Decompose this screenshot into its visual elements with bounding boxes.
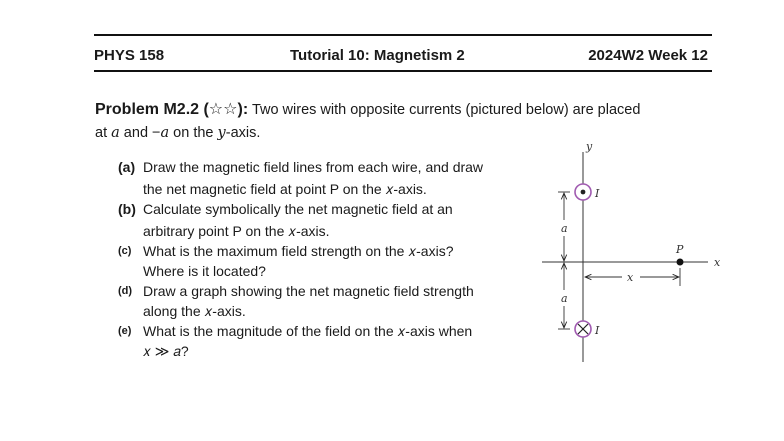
intro-text: at (95, 125, 112, 141)
x-axis-label: x (714, 256, 721, 269)
part-text: Where is it located? (143, 263, 266, 279)
intro-var-a: a (111, 125, 120, 141)
distance-label-bottom: a (561, 292, 568, 305)
part-text: What is the maximum field strength on the 𝑥-axis? (143, 243, 454, 259)
current-label-bottom: I (595, 324, 600, 337)
part-b (118, 199, 528, 241)
part-text: along the 𝑥-axis. (143, 303, 246, 319)
dot-symbol-icon (581, 190, 586, 195)
part-label: (d) (118, 285, 133, 297)
part-text: What is the magnitude of the field on the 𝑥-axis when (143, 323, 473, 339)
intro-text: on the (169, 125, 218, 141)
two-wire-diagram (540, 140, 730, 370)
part-label: (c) (118, 245, 132, 257)
problem-title: Problem M2.2 (☆☆): (95, 101, 249, 118)
problem-parts-list (118, 157, 528, 361)
problem-statement-line-2 (95, 125, 260, 141)
part-text: Calculate symbolically the net magnetic field at an (143, 201, 453, 217)
part-a (118, 157, 528, 199)
y-axis-label: y (586, 140, 593, 153)
current-label-top: I (595, 187, 600, 200)
intro-text: and − (119, 125, 161, 141)
part-d (118, 281, 528, 321)
distance-label-top: a (561, 222, 568, 235)
point-p-label: P (676, 243, 684, 256)
part-c (118, 241, 528, 281)
part-text: arbitrary point P on the 𝑥-axis. (143, 223, 330, 239)
intro-var-a: a (160, 125, 170, 141)
intro-var-y: y (217, 125, 226, 141)
tutorial-title: Tutorial 10: Magnetism 2 (290, 47, 465, 64)
course-code: PHYS 158 (94, 47, 165, 64)
part-text: Draw a graph showing the net magnetic field strength (143, 283, 474, 299)
part-text: Draw the magnetic field lines from each wire, and draw (143, 159, 484, 175)
part-label: (e) (118, 325, 132, 337)
part-text: the net magnetic field at point P on the 𝑥-axis. (143, 181, 427, 197)
part-label: (a) (118, 159, 136, 175)
problem-intro-1: Two wires with opposite currents (pictured below) are placed (251, 102, 641, 118)
term-week: 2024W2 Week 12 (588, 47, 708, 64)
header-rule-top (94, 34, 712, 36)
page-header (94, 47, 712, 67)
part-label: (b) (118, 201, 136, 217)
header-rule-bottom (94, 70, 712, 72)
point-p (677, 259, 684, 266)
part-text: 𝑥 ≫ 𝑎? (143, 343, 189, 359)
intro-text: -axis. (225, 125, 261, 141)
problem-statement-line-1 (95, 99, 640, 119)
part-e (118, 321, 528, 361)
distance-label-x: x (627, 271, 634, 284)
